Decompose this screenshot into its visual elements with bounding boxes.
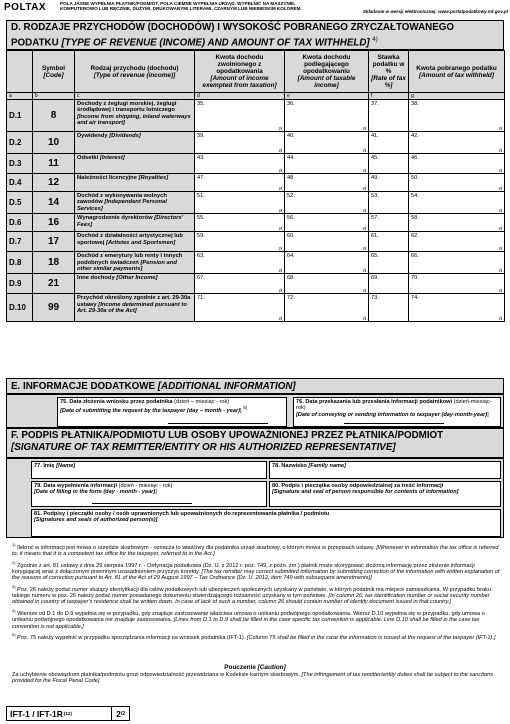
row-code: D.8 bbox=[7, 252, 33, 274]
row-code: D.4 bbox=[7, 174, 33, 192]
income-row bbox=[7, 192, 505, 214]
row-code: D.7 bbox=[7, 232, 33, 252]
tax-rate-field[interactable]: 53. bbox=[369, 192, 409, 214]
footnote-3: $^{3)}$ Poz. 26 należy podać numer służący identyfikacji dla celów podatkowych lub ubezpieczeń społecznych uzyskany w państwie, w którym podatnik ma miejsce zamieszkania. W przypadku braku takiego numeru w poz. 26 należy podać numer posiadanego dokumentu stwierdzającego tożsamość uzyskany w tym państwie. [In column 26, tax identification number or social security number obtained in country of taxpayer's residence shall be written down. In case of lack of such a number, column 26 should contain number of identity document issued in that country.] bbox=[12, 583, 491, 606]
tax-rate-field[interactable]: 37. bbox=[369, 100, 409, 132]
row-description: Dochód z działalności artystycznej lub sportowej [Artistes and Sportsmen] bbox=[75, 232, 195, 252]
income-row bbox=[7, 252, 505, 274]
column-letter: a bbox=[7, 93, 33, 100]
row-description: Przychód określony zgodnie z art. 29-30a ustawy [Income determined pursuant to Art. 29-30a of the Act] bbox=[75, 294, 195, 322]
section-f-title-en: [SIGNATURE OF TAX REMITTER/ENTITY OR HIS AUTHORIZED REPRESENTATIVE] bbox=[11, 442, 396, 453]
taxable-income-field[interactable]: 48. zł bbox=[285, 174, 369, 192]
tax-withheld-field[interactable]: 38. zł bbox=[409, 100, 505, 132]
row-symbol: 16 bbox=[33, 214, 75, 232]
section-f-body bbox=[6, 458, 504, 538]
row-symbol: 18 bbox=[33, 252, 75, 274]
row-description: Dywidendy [Dividends] bbox=[75, 132, 195, 154]
row-code: D.9 bbox=[7, 274, 33, 294]
tax-withheld-field[interactable]: 70. zł bbox=[409, 274, 505, 294]
submission-date-field[interactable]: 75. Data złożenia wniosku przez podatnika (dzień – miesiąc - rok) [Date of submitting the request by the taxpayer (day – month - year)] $^{5)}$ bbox=[57, 397, 287, 427]
column-letter: b bbox=[33, 93, 75, 100]
fill-instructions: POLA JASNE WYPEŁNIA PŁATNIK/PODMIOT, POLA CIEMNE WYPEŁNIA URZĄD. WYPEŁNIĆ NA MASZYNIE, KOMPUTEROWO LUB RĘCZNIE, DUŻYMI, DRUKOWANYMI LITERAMI, CZARNYM LUB NIEBIESKIM KOLOREM. bbox=[60, 1, 302, 12]
taxable-income-field[interactable]: 44. zł bbox=[285, 154, 369, 174]
row-symbol: 14 bbox=[33, 192, 75, 214]
responsible-signature-field[interactable]: 80. Podpis i pieczątka osoby odpowiedzialnej za treść informacji [Signature and seal of person responsible for contents of information] bbox=[269, 481, 501, 507]
income-table bbox=[6, 50, 505, 322]
footnotes bbox=[12, 542, 502, 643]
exempt-income-field[interactable]: 35. zł bbox=[195, 100, 285, 132]
income-row bbox=[7, 132, 505, 154]
column-letter: d bbox=[195, 93, 285, 100]
fill-date-field[interactable]: 79. Data wypełnienia informacji (dzień - miesiąc - rok) [Date of filling in the form (day - month - year)] bbox=[31, 481, 267, 507]
section-e-header bbox=[6, 378, 504, 394]
section-e-body bbox=[6, 394, 504, 428]
exempt-income-field[interactable]: 39. zł bbox=[195, 132, 285, 154]
date-line bbox=[92, 500, 192, 504]
form-label: IFT-1 / IFT-1R bbox=[10, 708, 63, 719]
tax-rate-field[interactable]: 69. bbox=[369, 274, 409, 294]
row-symbol: 17 bbox=[33, 232, 75, 252]
column-letter: f bbox=[369, 93, 409, 100]
caution-text: Za uchybienie obowiązkom płatnika/podmiotu grozi odpowiedzialność przewidziana w Kodeksie karnym skarbowym. [The infringement of tax remitter/entity duties shall be subject to the sanctions provided for the Fiscal Penal Code] bbox=[12, 672, 494, 685]
row-symbol: 11 bbox=[33, 154, 75, 174]
family-name-field[interactable]: 78. Nazwisko [Family name] bbox=[269, 461, 501, 479]
income-row bbox=[7, 274, 505, 294]
form-header bbox=[0, 0, 510, 18]
income-row bbox=[7, 232, 505, 252]
taxable-income-field[interactable]: 64. zł bbox=[285, 252, 369, 274]
corner-cell bbox=[7, 51, 33, 93]
section-f-header bbox=[6, 428, 504, 458]
section-d-title: D. RODZAJE PRZYCHODÓW (DOCHODÓW) I WYSOKOŚĆ POBRANEGO ZRYCZAŁTOWANEGO PODATKU bbox=[11, 22, 455, 49]
taxable-income-field[interactable]: 52. zł bbox=[285, 192, 369, 214]
row-symbol: 21 bbox=[33, 274, 75, 294]
row-code: D.2 bbox=[7, 132, 33, 154]
income-row bbox=[7, 294, 505, 322]
row-code: D.10 bbox=[7, 294, 33, 322]
income-row bbox=[7, 174, 505, 192]
caution-title: Pouczenie [Caution] bbox=[224, 664, 286, 671]
tax-withheld-field[interactable]: 66. zł bbox=[409, 252, 505, 274]
exempt-income-field[interactable]: 55. zł bbox=[195, 214, 285, 232]
row-description: Należności licencyjne [Royalties] bbox=[75, 174, 195, 192]
taxable-income-field[interactable]: 68. zł bbox=[285, 274, 369, 294]
col-taxable-header: Kwota dochodu podlegającego opodatkowaniu [Amount of taxable income] bbox=[285, 51, 369, 93]
column-letters-row bbox=[7, 93, 505, 100]
tax-withheld-field[interactable]: 54. zł bbox=[409, 192, 505, 214]
row-description: Dochód z wykonywania wolnych zawodów [Independent Personal Services] bbox=[75, 192, 195, 214]
exempt-income-field[interactable]: 59. zł bbox=[195, 232, 285, 252]
section-d-title-en: [TYPE OF REVENUE (INCOME) AND AMOUNT OF TAX WITHHELD] bbox=[61, 37, 370, 49]
footnote-1: $^{1)}$ Ilekroć w informacji jest mowa o urzędzie skarbowym - oznacza to właściwy dla podatnika urząd skarbowy, o którym mowa w przepisach ustawy. [Whenever in information the tax office is referred to, it means that it is a competent tax office for the taxpayer, referred to in the Act.] bbox=[12, 542, 499, 558]
row-code: D.5 bbox=[7, 192, 33, 214]
section-e-title-en: [ADDITIONAL INFORMATION] bbox=[157, 381, 296, 392]
tax-withheld-field[interactable]: 46. zł bbox=[409, 154, 505, 174]
tax-rate-field[interactable]: 49. bbox=[369, 174, 409, 192]
page-number: 2 /2 bbox=[111, 707, 129, 720]
tax-rate-field[interactable]: 41. bbox=[369, 132, 409, 154]
exempt-income-field[interactable]: 63. zł bbox=[195, 252, 285, 274]
col-withheld-header: Kwota pobranego podatku [Amount of tax withheld] bbox=[409, 51, 505, 93]
conveying-date-field[interactable]: 76. Data przekazania lub przesłania informacji podatnikowi (dzień-miesiąc-rok) [Date of conveying or sending information to taxpayer (day-month-year)] bbox=[293, 397, 501, 427]
section-d-header bbox=[6, 20, 504, 50]
row-description: Inne dochody [Other Income] bbox=[75, 274, 195, 294]
taxable-income-field[interactable]: 60. zł bbox=[285, 232, 369, 252]
section-f-title: F. PODPIS PŁATNIKA/PODMIOTU LUB OSOBY UPOWAŻNIONEJ PRZEZ PŁATNIKA/PODMIOT bbox=[11, 430, 444, 441]
taxable-income-field[interactable]: 72. zł bbox=[285, 294, 369, 322]
footnote-2: $^{2)}$ Zgodnie z art. 81 ustawy z dnia 29 sierpnia 1997 r. - Ordynacja podatkowa (Dz. U. z 2012 r. poz. 749, z późn. zm.) płatnik może skorygować złożoną informację przez złożenie informacji korygującej wraz z dołączonym pisemnym uzasadnieniem przyczyn korekty. [The tax remitter may correct submitted information by submitting correction of the information with written explanation of the reasons of correction pursuant to Art. 81 of the Act of 29 August 1997 – Tax Ordinance (Dz. U. 2012, item 749 with subsequent amendments)] bbox=[12, 559, 500, 582]
column-letter: g bbox=[409, 93, 505, 100]
row-description: Wynagrodzenie dyrektorów [Directors' Fees] bbox=[75, 214, 195, 232]
col-exempt-header: Kwota dochodu zwolnionego z opodatkowania [Amount of income exempted from taxation] bbox=[195, 51, 285, 93]
poltax-logo: POLTAX bbox=[4, 2, 47, 13]
row-description: Odsetki [Interest] bbox=[75, 154, 195, 174]
tax-rate-field[interactable]: 45. bbox=[369, 154, 409, 174]
column-letter: c bbox=[75, 93, 195, 100]
taxable-income-field[interactable]: 56. zł bbox=[285, 214, 369, 232]
tax-withheld-field[interactable]: 50. zł bbox=[409, 174, 505, 192]
section-e-title: E. INFORMACJE DODATKOWE bbox=[11, 381, 156, 392]
column-letter: e bbox=[285, 93, 369, 100]
tax-withheld-field[interactable]: 62. zł bbox=[409, 232, 505, 252]
row-symbol: 99 bbox=[33, 294, 75, 322]
col-rate-header: Stawka podatku w % [Rate of tax %] bbox=[369, 51, 409, 93]
exempt-income-field[interactable]: 47. zł bbox=[195, 174, 285, 192]
form-version: (12) bbox=[63, 711, 72, 716]
exempt-income-field[interactable]: 43. zł bbox=[195, 154, 285, 174]
electronic-filing-note: Składanie w wersji elektronicznej: www.portalpodatkowy.mf.gov.pl bbox=[362, 9, 508, 14]
section-d-footnote-ref: 4) bbox=[372, 37, 378, 43]
row-description: Dochód z emerytury lub renty i innych podobnych świadczeń [Pension and other similar payments] bbox=[75, 252, 195, 274]
row-code: D.3 bbox=[7, 154, 33, 174]
exempt-income-field[interactable]: 51. zł bbox=[195, 192, 285, 214]
form-identifier bbox=[6, 706, 130, 721]
date-line bbox=[168, 420, 268, 424]
tax-withheld-field[interactable]: 74. zł bbox=[409, 294, 505, 322]
footnote-4: $^{4)}$ Wiersze od D.1 do D.9 wypełnia się w przypadku, gdy znajduje zastosowanie właściwa umowa o unikaniu podwójnego opodatkowania. Wiersz D.10 wypełnia się w przypadku, gdy umowa o unikaniu podwójnego opodatkowania nie znajduje zastosowania. [Lines from D.1 to D.9 shall be filled in the case specific tax convention is applicable. Line D.10 shall be filled in the case tax convention is not applicable.] bbox=[12, 607, 485, 630]
first-name-field[interactable]: 77. Imię [Name] bbox=[31, 461, 267, 479]
row-symbol: 12 bbox=[33, 174, 75, 192]
taxable-income-field[interactable]: 40. zł bbox=[285, 132, 369, 154]
row-code: D.1 bbox=[7, 100, 33, 132]
tax-withheld-field[interactable]: 42. zł bbox=[409, 132, 505, 154]
col-symbol-header: Symbol [Code] bbox=[33, 51, 75, 93]
row-description: Dochody z żeglugi morskiej, żeglugi śródlądowej i transportu lotniczego [Income from shipping, inland waterways and air transport] bbox=[75, 100, 195, 132]
row-code: D.6 bbox=[7, 214, 33, 232]
tax-rate-field[interactable]: 61. bbox=[369, 232, 409, 252]
row-symbol: 8 bbox=[33, 100, 75, 132]
tax-rate-field[interactable]: 65. bbox=[369, 252, 409, 274]
tax-rate-field[interactable]: 57. bbox=[369, 214, 409, 232]
taxable-income-field[interactable]: 36. zł bbox=[285, 100, 369, 132]
authorized-signatures-field[interactable]: 81. Podpisy i pieczątki osoby / osób uprawnionych lub upoważnionych do reprezentowania płatnika / podmiotu [Signatures and seals of authorized person(s)] bbox=[31, 509, 501, 537]
tax-rate-field[interactable]: 73. bbox=[369, 294, 409, 322]
tax-withheld-field[interactable]: 58. zł bbox=[409, 214, 505, 232]
col-type-header: Rodzaj przychodu (dochodu) [Type of revenue (income)] bbox=[75, 51, 195, 93]
date-line bbox=[344, 420, 444, 424]
exempt-income-field[interactable]: 67. zł bbox=[195, 274, 285, 294]
income-row bbox=[7, 214, 505, 232]
exempt-income-field[interactable]: 71. zł bbox=[195, 294, 285, 322]
income-row bbox=[7, 100, 505, 132]
footnote-5: $^{5)}$ Poz. 75 należy wypełnić w przypadku sporządzania informacji na wniosek podatnika (IFT-1). [Column 75 shall be filled in the case the information is issued at the request of the taxpayer (IFT-1).] bbox=[12, 631, 496, 641]
income-row bbox=[7, 154, 505, 174]
row-symbol: 10 bbox=[33, 132, 75, 154]
